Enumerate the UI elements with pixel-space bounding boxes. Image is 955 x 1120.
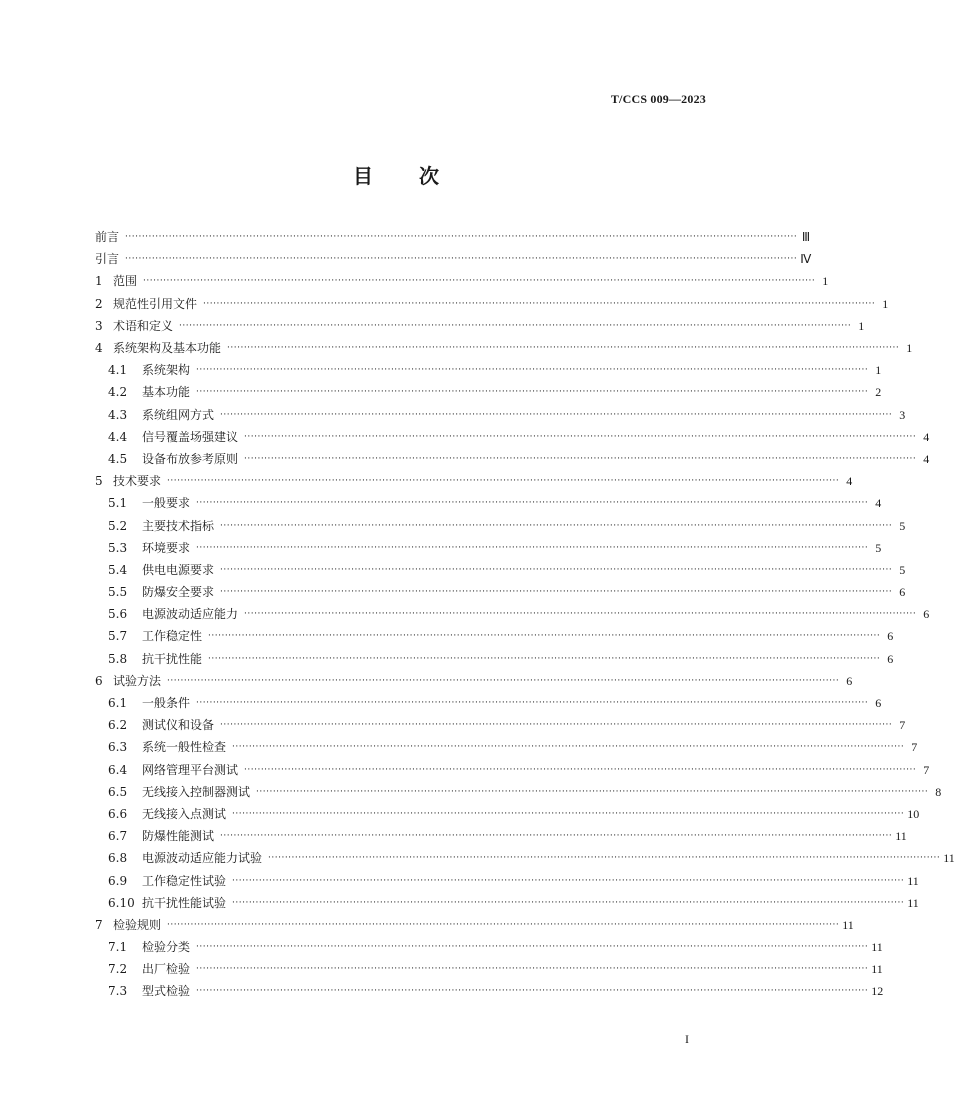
toc-entry-number: 5.2 (108, 518, 128, 533)
toc-leader-dots: ········································································································································································································ (167, 675, 840, 686)
toc-entry-label: 设备布放参考原则 (142, 451, 239, 466)
toc-entry-number: 5.7 (108, 629, 128, 644)
toc-entry-page: 11 (842, 917, 854, 932)
toc-entry[interactable] (95, 448, 930, 470)
toc-entry-number: 6.9 (108, 873, 128, 888)
toc-entry-label: 工作稳定性 (142, 629, 203, 644)
toc-leader-dots: ········································································································································································································ (220, 720, 893, 731)
toc-entry-label: 防爆性能测试 (142, 829, 215, 844)
toc-entry-label: 术语和定义 (113, 318, 174, 333)
toc-entry-page: 11 (871, 940, 883, 955)
toc-leader-dots: ········································································································································································································ (232, 875, 905, 886)
toc-leader-dots: ········································································································································································································ (244, 453, 917, 464)
toc-entry-page: 1 (906, 341, 913, 356)
toc-entry[interactable] (95, 248, 812, 270)
toc-entry-number: 6.10 (108, 895, 135, 910)
toc-leader-dots: ········································································································································································································ (232, 742, 905, 753)
toc-entry[interactable] (95, 825, 907, 847)
toc-leader-dots: ········································································································································································································ (220, 587, 893, 598)
toc-entry-label: 电源波动适应能力试验 (142, 851, 263, 866)
toc-entry-page: 1 (822, 274, 829, 289)
toc-entry-page: 1 (858, 318, 865, 333)
toc-entry-label: 测试仪和设备 (142, 718, 215, 733)
toc-entry-label: 系统架构 (142, 363, 191, 378)
toc-entry[interactable] (95, 492, 882, 514)
toc-entry-number: 6.7 (108, 829, 128, 844)
toc-leader-dots: ········································································································································································································ (220, 409, 893, 420)
title-part-2: 次 (419, 164, 439, 188)
toc-entry-page: 4 (923, 451, 930, 466)
toc-leader-dots: ········································································································································································································ (208, 653, 881, 664)
toc-leader-dots: ········································································································································································································ (220, 564, 893, 575)
toc-leader-dots: ········································································································································································································ (196, 387, 869, 398)
toc-entry-label: 规范性引用文件 (113, 296, 198, 311)
toc-entry-page: 6 (887, 651, 894, 666)
toc-entry[interactable] (95, 404, 906, 426)
toc-leader-dots: ········································································································································································································ (167, 476, 840, 487)
toc-entry[interactable] (95, 359, 882, 381)
toc-entry[interactable] (95, 514, 906, 536)
toc-entry-label: 前言 (95, 230, 120, 245)
toc-entry[interactable] (95, 936, 883, 958)
toc-entry-page: 7 (923, 762, 930, 777)
toc-entry-label: 供电电源要求 (142, 562, 215, 577)
toc-entry-page: 6 (846, 673, 853, 688)
toc-entry-page: Ⅳ (800, 252, 812, 267)
toc-entry[interactable] (95, 714, 906, 736)
toc-entry-page: 11 (895, 829, 907, 844)
toc-entry-label: 基本功能 (142, 385, 191, 400)
toc-entry-number: 5.5 (108, 585, 128, 600)
toc-entry[interactable] (95, 381, 882, 403)
toc-entry-label: 网络管理平台测试 (142, 762, 239, 777)
toc-entry-number: 5.3 (108, 540, 128, 555)
toc-leader-dots: ········································································································································································································ (256, 786, 929, 797)
toc-entry-label: 一般条件 (142, 696, 191, 711)
toc-entry-page: 5 (899, 562, 906, 577)
toc-entry[interactable] (95, 226, 811, 248)
toc-leader-dots: ········································································································································································································ (125, 254, 798, 265)
toc-entry-number: 6.8 (108, 851, 128, 866)
toc-entry-page: 3 (899, 407, 906, 422)
toc-entry-page: 2 (875, 385, 882, 400)
toc-entry-page: 7 (899, 718, 906, 733)
toc-entry-page: 1 (882, 296, 889, 311)
toc-entry[interactable] (95, 847, 955, 869)
standard-code: T/CCS 009—2023 (610, 92, 706, 106)
toc-entry-page: 6 (875, 696, 882, 711)
toc-entry-page: 4 (875, 496, 882, 511)
toc-leader-dots: ········································································································································································································ (244, 609, 917, 620)
toc-entry[interactable] (95, 625, 894, 647)
toc-leader-dots: ········································································································································································································ (208, 631, 881, 642)
toc-leader-dots: ········································································································································································································ (203, 298, 876, 309)
toc-entry[interactable] (95, 315, 865, 337)
toc-leader-dots: ········································································································································································································ (196, 698, 869, 709)
toc-entry-label: 工作稳定性试验 (142, 873, 227, 888)
toc-leader-dots: ········································································································································································································ (244, 764, 917, 775)
toc-entry-number: 6 (95, 673, 103, 688)
toc-entry-label: 检验分类 (142, 940, 191, 955)
toc-entry[interactable] (95, 869, 919, 891)
toc-entry-page: 11 (907, 873, 919, 888)
toc-entry[interactable] (95, 670, 853, 692)
toc-entry-page: Ⅲ (801, 230, 811, 245)
toc-entry-number: 4 (95, 341, 103, 356)
toc-entry-page: 11 (871, 962, 883, 977)
toc-entry-label: 技术要求 (113, 474, 162, 489)
toc-entry-number: 1 (95, 274, 103, 289)
toc-entry-number: 7.1 (108, 940, 128, 955)
toc-entry-number: 5.8 (108, 651, 128, 666)
toc-entry[interactable] (95, 603, 930, 625)
toc-leader-dots: ········································································································································································································ (196, 986, 869, 997)
toc-entry-label: 信号覆盖场强建议 (142, 429, 239, 444)
toc-entry[interactable] (95, 337, 913, 359)
toc-leader-dots: ········································································································································································································ (179, 320, 852, 331)
toc-entry[interactable] (95, 692, 882, 714)
toc-entry-page: 12 (871, 984, 884, 999)
toc-leader-dots: ········································································································································································································ (268, 853, 941, 864)
toc-entry-number: 5 (95, 474, 103, 489)
toc-leader-dots: ········································································································································································································ (196, 942, 869, 953)
toc-leader-dots: ········································································································································································································ (167, 919, 840, 930)
toc-entry-number: 7.3 (108, 984, 128, 999)
toc-entry-label: 抗干扰性能 (142, 651, 203, 666)
toc-entry-label: 无线接入点测试 (142, 806, 227, 821)
toc-entry-label: 防爆安全要求 (142, 585, 215, 600)
toc-entry[interactable] (95, 759, 930, 781)
toc-entry-label: 主要技术指标 (142, 518, 215, 533)
toc-entry-page: 4 (923, 429, 930, 444)
toc-entry-number: 4.2 (108, 385, 128, 400)
toc-entry-label: 引言 (95, 252, 120, 267)
toc-entry-number: 6.2 (108, 718, 128, 733)
toc-entry-number: 2 (95, 296, 103, 311)
footer-page-number: I (685, 1032, 689, 1046)
toc-leader-dots: ········································································································································································································ (244, 431, 917, 442)
toc-leader-dots: ········································································································································································································ (196, 964, 869, 975)
toc-entry-number: 3 (95, 318, 103, 333)
toc-leader-dots: ········································································································································································································ (196, 498, 869, 509)
toc-entry-number: 6.1 (108, 696, 128, 711)
toc-entry-page: 10 (907, 806, 920, 821)
toc-entry-page: 6 (899, 585, 906, 600)
toc-entry-page: 8 (935, 784, 942, 799)
toc-entry-page: 11 (943, 851, 955, 866)
toc-entry[interactable] (95, 892, 919, 914)
toc-entry[interactable] (95, 980, 884, 1002)
toc-entry-page: 4 (846, 474, 853, 489)
toc-leader-dots: ········································································································································································································ (220, 520, 893, 531)
toc-entry-number: 6.5 (108, 784, 128, 799)
toc-entry-label: 抗干扰性能试验 (142, 895, 227, 910)
toc-entry-number: 4.1 (108, 363, 128, 378)
toc-entry-number: 4.4 (108, 429, 128, 444)
toc-entry-number: 7 (95, 917, 103, 932)
toc-entry-label: 一般要求 (142, 496, 191, 511)
toc-leader-dots: ········································································································································································································ (196, 542, 869, 553)
toc-leader-dots: ········································································································································································································ (232, 897, 905, 908)
toc-entry-label: 型式检验 (142, 984, 191, 999)
page-title (0, 160, 792, 189)
toc-entry-number: 4.5 (108, 451, 128, 466)
toc-entry-page: 11 (907, 895, 919, 910)
toc-entry-number: 6.4 (108, 762, 128, 777)
toc-entry-number: 4.3 (108, 407, 128, 422)
toc-entry-label: 试验方法 (113, 673, 162, 688)
toc-entry[interactable] (95, 559, 906, 581)
toc-entry-page: 6 (887, 629, 894, 644)
toc-entry-number: 5.4 (108, 562, 128, 577)
toc-leader-dots: ········································································································································································································ (227, 343, 900, 354)
toc-entry[interactable] (95, 958, 883, 980)
toc-entry-label: 出厂检验 (142, 962, 191, 977)
toc-entry-label: 检验规则 (113, 917, 162, 932)
toc-entry[interactable] (95, 537, 882, 559)
toc-entry-label: 系统一般性检查 (142, 740, 227, 755)
toc-entry[interactable] (95, 581, 906, 603)
toc-leader-dots: ········································································································································································································ (196, 365, 869, 376)
toc-entry[interactable] (95, 914, 854, 936)
toc-leader-dots: ········································································································································································································ (125, 232, 798, 243)
toc-entry-page: 5 (875, 540, 882, 555)
toc-entry-number: 5.1 (108, 496, 128, 511)
toc-entry-page: 1 (875, 363, 882, 378)
toc-entry[interactable] (95, 293, 889, 315)
toc-entry-number: 7.2 (108, 962, 128, 977)
toc-entry[interactable] (95, 426, 930, 448)
toc-entry[interactable] (95, 736, 918, 758)
toc-entry[interactable] (95, 648, 894, 670)
toc-entry-number: 5.6 (108, 607, 128, 622)
toc-entry-number: 6.6 (108, 806, 128, 821)
toc-entry-label: 系统组网方式 (142, 407, 215, 422)
toc-entry-number: 6.3 (108, 740, 128, 755)
toc-entry-label: 环境要求 (142, 540, 191, 555)
toc-entry[interactable] (95, 781, 942, 803)
toc-entry-label: 范围 (113, 274, 138, 289)
toc-entry-page: 5 (899, 518, 906, 533)
toc-entry-label: 无线接入控制器测试 (142, 784, 251, 799)
title-part-1: 目 (353, 164, 373, 188)
toc-entry-label: 系统架构及基本功能 (113, 341, 222, 356)
toc-leader-dots: ········································································································································································································ (143, 276, 816, 287)
toc-entry[interactable] (95, 470, 853, 492)
toc-leader-dots: ········································································································································································································ (232, 808, 905, 819)
table-of-contents (95, 226, 955, 1003)
toc-entry[interactable] (95, 270, 829, 292)
toc-entry[interactable] (95, 803, 920, 825)
toc-entry-label: 电源波动适应能力 (142, 607, 239, 622)
toc-entry-page: 6 (923, 607, 930, 622)
toc-entry-page: 7 (911, 740, 918, 755)
toc-leader-dots: ········································································································································································································ (220, 831, 893, 842)
